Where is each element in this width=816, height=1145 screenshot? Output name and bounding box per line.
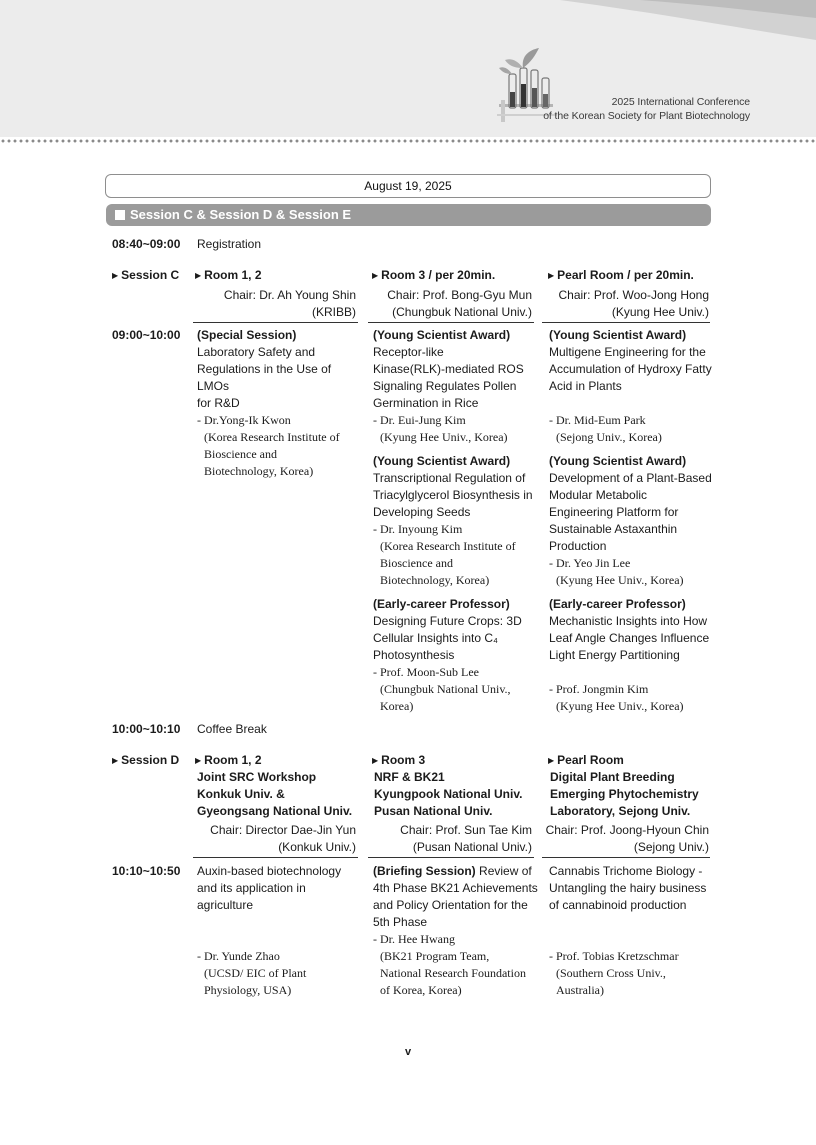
column-rule — [368, 322, 534, 323]
coffee-label: Coffee Break — [197, 722, 267, 736]
talk-entry — [549, 453, 715, 589]
triangle-bullet-icon: ▶ — [112, 271, 119, 280]
talk-title-line: Laboratory Safety and — [197, 345, 316, 359]
talk-entry — [197, 863, 363, 999]
conference-title-line1: 2025 International Conference — [611, 96, 750, 108]
talk-tag: (Early-career Professor) — [549, 597, 686, 611]
talk-title-line: 4th Phase BK21 Achievements — [373, 881, 538, 895]
room-name: Room 1, 2 — [204, 753, 262, 767]
session-d-room-3 — [548, 752, 718, 820]
triangle-bullet-icon: ▶ — [195, 271, 202, 280]
session-c-chair-2 — [365, 287, 532, 321]
talk-title-line: agriculture — [197, 898, 254, 912]
speaker-affiliation: (Kyung Hee Univ., Korea) — [556, 573, 684, 587]
room-organizer: Pusan National Univ. — [374, 804, 493, 818]
room-organizer: NRF & BK21 — [374, 770, 445, 784]
page-number: v — [404, 1046, 412, 1058]
talk-entry — [373, 327, 539, 446]
talk-tag: (Special Session) — [197, 328, 297, 342]
session-d-room-2 — [372, 752, 542, 820]
room-name: Pearl Room / per 20min. — [557, 268, 694, 282]
speaker-affiliation: (Kyung Hee Univ., Korea) — [556, 699, 684, 713]
speaker-affiliation: Korea) — [380, 699, 414, 713]
room-organizer: Kyungpook National Univ. — [374, 787, 523, 801]
room-name: Pearl Room — [557, 753, 624, 767]
chair-affiliation: (Sejong Univ.) — [633, 840, 709, 854]
talk-title-line: Regulations in the Use of LMOs — [197, 362, 332, 393]
coffee-time: 10:00~10:10 — [112, 722, 181, 736]
room-organizer: Joint SRC Workshop — [197, 770, 317, 784]
column-rule — [542, 322, 710, 323]
talk-title-line: 5th Phase — [373, 915, 428, 929]
speaker-name: - Prof. Moon-Sub Lee — [373, 665, 479, 679]
talk-title-line: Review of — [475, 864, 532, 878]
talk-title-line: Accumulation of Hydroxy Fatty — [549, 362, 712, 376]
speaker-affiliation: (BK21 Program Team, — [380, 949, 490, 963]
speaker-affiliation: Biotechnology, Korea) — [204, 464, 314, 478]
talk-entry — [549, 327, 715, 446]
date-banner: August 19, 2025 — [105, 174, 711, 198]
speaker-affiliation: (UCSD/ EIC of Plant — [204, 966, 307, 980]
room-organizer: Laboratory, Sejong Univ. — [550, 804, 691, 818]
column-rule — [542, 857, 710, 858]
talk-title-line: for R&D — [197, 396, 240, 410]
room-organizer: Digital Plant Breeding — [550, 770, 675, 784]
chair-name: Chair: Prof. Bong-Gyu Mun — [387, 288, 532, 302]
speaker-name: - Prof. Jongmin Kim — [549, 682, 649, 696]
session-c-chair-3 — [541, 287, 709, 321]
dotted-divider — [0, 138, 816, 144]
speaker-affiliation: (Sejong Univ., Korea) — [556, 430, 662, 444]
column-rule — [368, 857, 534, 858]
talk-title-line: Signaling Regulates Pollen — [373, 379, 517, 393]
speaker-name: - Prof. Tobias Kretzschmar — [549, 949, 679, 963]
talk-title-line: Receptor-like — [373, 345, 444, 359]
session-d-label-text: Session D — [121, 753, 180, 767]
speaker-name: - Dr. Eui-Jung Kim — [373, 413, 466, 427]
column-rule — [193, 857, 358, 858]
session-title-bar — [106, 204, 711, 226]
chair-name: Chair: Prof. Joong-Hyoun Chin — [545, 823, 709, 837]
speaker-affiliation: National Research Foundation — [380, 966, 526, 980]
talk-tag: (Young Scientist Award) — [373, 454, 511, 468]
speaker-affiliation: Biotechnology, Korea) — [380, 573, 490, 587]
triangle-bullet-icon: ▶ — [372, 756, 379, 765]
speaker-name: - Dr. Mid-Eum Park — [549, 413, 646, 427]
room-organizer: Konkuk Univ. & — [197, 787, 285, 801]
session-c-room-1 — [195, 267, 262, 284]
registration-label: Registration — [197, 237, 262, 251]
chair-name: Chair: Prof. Sun Tae Kim — [400, 823, 532, 837]
talk-tag: (Young Scientist Award) — [549, 328, 687, 342]
talk-title-line: Production — [549, 539, 607, 553]
session-c-time: 09:00~10:00 — [112, 328, 181, 342]
chair-affiliation: (Chungbuk National Univ.) — [392, 305, 532, 319]
session-c-chair-1 — [197, 287, 356, 321]
speaker-affiliation: Australia) — [556, 983, 604, 997]
room-organizer: Gyeongsang National Univ. — [197, 804, 353, 818]
triangle-bullet-icon: ▶ — [112, 756, 119, 765]
talk-title-line: Modular Metabolic — [549, 488, 648, 502]
talk-title-line: Kinase(RLK)-mediated ROS — [373, 362, 524, 376]
talk-title-line: Engineering Platform for — [549, 505, 679, 519]
chair-affiliation: (KRIBB) — [311, 305, 356, 319]
triangle-bullet-icon: ▶ — [548, 271, 555, 280]
talk-title-line: and its application in — [197, 881, 306, 895]
talk-title-line: of cannabinoid production — [549, 898, 687, 912]
chair-affiliation: (Konkuk Univ.) — [278, 840, 356, 854]
talk-title-line: Triacylglycerol Biosynthesis in — [373, 488, 533, 502]
session-title: Session C & Session D & Session E — [130, 207, 352, 222]
session-c-label — [112, 267, 179, 284]
talk-title-line: and Policy Orientation for the — [373, 898, 528, 912]
talk-title-line: Auxin-based biotechnology — [197, 864, 342, 878]
talk-entry — [373, 863, 539, 999]
speaker-name: - Dr. Yeo Jin Lee — [549, 556, 631, 570]
speaker-affiliation: (Chungbuk National Univ., — [380, 682, 511, 696]
talk-entry — [549, 596, 715, 715]
speaker-affiliation: of Korea, Korea) — [380, 983, 462, 997]
speaker-name: - Dr. Inyoung Kim — [373, 522, 463, 536]
talk-tag: (Briefing Session) — [373, 864, 476, 878]
registration-time: 08:40~09:00 — [112, 237, 181, 251]
session-d-room-1 — [195, 752, 365, 820]
session-d-label — [112, 752, 179, 769]
talk-title-line: Designing Future Crops: 3D — [373, 614, 522, 628]
talk-title-line: Untangling the hairy business — [549, 881, 707, 895]
triangle-bullet-icon: ▶ — [548, 756, 555, 765]
speaker-affiliation: (Kyung Hee Univ., Korea) — [380, 430, 508, 444]
conference-title — [543, 95, 750, 123]
room-organizer: Emerging Phytochemistry — [550, 787, 699, 801]
speaker-affiliation: (Korea Research Institute of — [204, 430, 340, 444]
session-c-label-text: Session C — [121, 268, 180, 282]
speaker-name: - Dr. Yunde Zhao — [197, 949, 280, 963]
talk-title-line: Mechanistic Insights into How — [549, 614, 708, 628]
session-c-room-2 — [372, 267, 495, 284]
speaker-affiliation: Bioscience and — [204, 447, 277, 461]
speaker-affiliation: (Korea Research Institute of — [380, 539, 516, 553]
session-d-chair-2 — [365, 822, 532, 856]
talk-title-line: Light Energy Partitioning — [549, 648, 680, 662]
talk-title-line: Cannabis Trichome Biology - — [549, 864, 703, 878]
triangle-bullet-icon: ▶ — [195, 756, 202, 765]
square-bullet-icon — [115, 210, 125, 220]
talk-title-line: Transcriptional Regulation of — [373, 471, 526, 485]
session-d-chair-3 — [541, 822, 709, 856]
talk-title-line: Acid in Plants — [549, 379, 622, 393]
room-name: Room 3 — [381, 753, 426, 767]
speaker-affiliation: (Southern Cross Univ., — [556, 966, 666, 980]
column-rule — [193, 322, 358, 323]
talk-title-line: Multigene Engineering for the — [549, 345, 706, 359]
room-name: Room 1, 2 — [204, 268, 262, 282]
chair-affiliation: (Kyung Hee Univ.) — [611, 305, 709, 319]
session-c-room-3 — [548, 267, 694, 284]
chair-affiliation: (Pusan National Univ.) — [412, 840, 532, 854]
chair-name: Chair: Director Dae-Jin Yun — [210, 823, 356, 837]
speaker-affiliation: Bioscience and — [380, 556, 453, 570]
talk-tag: (Young Scientist Award) — [549, 454, 687, 468]
talk-title-line: Germination in Rice — [373, 396, 479, 410]
speaker-affiliation: Physiology, USA) — [204, 983, 292, 997]
talk-title-line: Photosynthesis — [373, 648, 455, 662]
talk-entry — [373, 453, 539, 589]
chair-name: Chair: Prof. Woo-Jong Hong — [558, 288, 709, 302]
talk-title-line: Sustainable Astaxanthin — [549, 522, 678, 536]
session-d-time: 10:10~10:50 — [112, 864, 181, 878]
speaker-name: - Dr. Hee Hwang — [373, 932, 455, 946]
talk-tag: (Young Scientist Award) — [373, 328, 511, 342]
talk-entry — [373, 596, 539, 715]
talk-tag: (Early-career Professor) — [373, 597, 510, 611]
triangle-bullet-icon: ▶ — [372, 271, 379, 280]
talk-title-line: Developing Seeds — [373, 505, 471, 519]
talk-entry — [197, 327, 363, 480]
talk-entry — [549, 863, 715, 999]
speaker-name: - Dr.Yong-Ik Kwon — [197, 413, 291, 427]
room-name: Room 3 / per 20min. — [381, 268, 496, 282]
session-d-chair-1 — [197, 822, 356, 856]
talk-title-line: Development of a Plant-Based — [549, 471, 712, 485]
talk-title-line: Leaf Angle Changes Influence — [549, 631, 710, 645]
talk-title-line: Cellular Insights into C₄ — [373, 631, 498, 645]
conference-title-line2: of the Korean Society for Plant Biotechnology — [543, 110, 750, 122]
chair-name: Chair: Dr. Ah Young Shin — [223, 288, 356, 302]
